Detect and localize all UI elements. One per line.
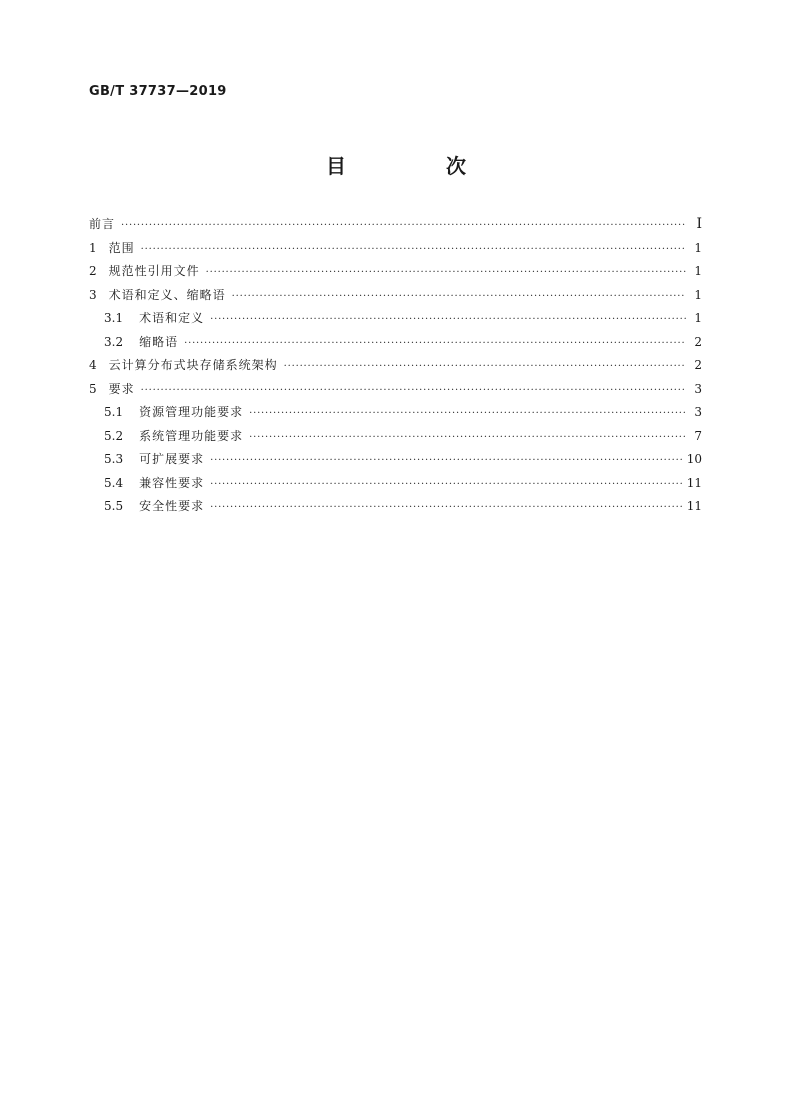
toc-entry-number: 3.1 xyxy=(104,311,124,325)
toc-leader-dots xyxy=(249,408,686,419)
toc-entry-5[interactable] xyxy=(89,380,702,404)
toc-leader-dots xyxy=(210,314,686,325)
page-title: 目 次 xyxy=(326,154,506,178)
toc-entry-number: 3 xyxy=(89,287,97,302)
toc-entry-5-5[interactable] xyxy=(89,497,702,521)
toc-entry-label: 前言 xyxy=(89,217,116,231)
toc-entry-page: 1 xyxy=(694,264,702,278)
toc-entry-page: 11 xyxy=(686,499,702,513)
toc-entry-page: 1 xyxy=(694,311,702,325)
toc-entry-number: 2 xyxy=(89,264,97,278)
toc-leader-dots xyxy=(249,432,686,443)
toc-entry-5-2[interactable] xyxy=(89,427,702,451)
toc-entry-label: 范围 xyxy=(108,240,135,255)
toc-entry-3-2[interactable] xyxy=(89,333,702,357)
toc-entry-label: 云计算分布式块存储系统架构 xyxy=(108,358,278,372)
toc-leader-dots xyxy=(284,361,686,372)
toc-entry-number: 1 xyxy=(89,240,97,255)
toc-entry-page: 2 xyxy=(694,334,702,349)
toc-leader-dots xyxy=(210,455,683,466)
toc-entry-4[interactable] xyxy=(89,356,702,380)
toc-entry-foreword[interactable] xyxy=(89,215,702,239)
toc-entry-label: 可扩展要求 xyxy=(139,452,205,466)
toc-entry-1[interactable] xyxy=(89,239,702,263)
toc-entry-2[interactable] xyxy=(89,262,702,286)
toc-entry-page: 7 xyxy=(694,428,702,443)
toc-entry-page: Ⅰ xyxy=(696,216,702,232)
toc-entry-page: 1 xyxy=(694,287,702,302)
toc-entry-number: 5.3 xyxy=(104,452,124,466)
toc-leader-dots xyxy=(210,502,683,513)
toc-entry-5-4[interactable] xyxy=(89,474,702,498)
toc-leader-dots xyxy=(141,385,686,396)
toc-entry-3-1[interactable] xyxy=(89,309,702,333)
toc-entry-label: 安全性要求 xyxy=(139,499,205,513)
toc-entry-5-1[interactable] xyxy=(89,403,702,427)
toc-entry-number: 5.5 xyxy=(104,499,124,513)
toc-leader-dots xyxy=(184,338,686,349)
toc-entry-page: 3 xyxy=(694,405,702,419)
toc-entry-page: 2 xyxy=(694,358,702,372)
toc-entry-page: 3 xyxy=(694,381,702,396)
toc-entry-number: 5 xyxy=(89,381,97,396)
toc-entry-label: 术语和定义 xyxy=(139,311,205,325)
toc-entry-label: 术语和定义、缩略语 xyxy=(108,287,226,302)
toc-leader-dots xyxy=(232,291,686,302)
toc-entry-number: 4 xyxy=(89,358,97,372)
toc-entry-5-3[interactable] xyxy=(89,450,702,474)
toc-entry-number: 5.1 xyxy=(104,405,124,419)
toc-entry-label: 系统管理功能要求 xyxy=(139,428,244,443)
toc-leader-dots xyxy=(121,220,686,231)
toc-leader-dots xyxy=(210,479,683,490)
toc-entry-label: 兼容性要求 xyxy=(139,475,205,490)
toc-leader-dots xyxy=(141,244,686,255)
toc-entry-label: 资源管理功能要求 xyxy=(139,405,244,419)
toc-entry-label: 要求 xyxy=(108,381,135,396)
toc-entry-number: 3.2 xyxy=(104,334,124,349)
toc-entry-label: 缩略语 xyxy=(139,334,179,349)
standard-code: GB/T 37737—2019 xyxy=(89,84,227,99)
toc-entry-3[interactable] xyxy=(89,286,702,310)
toc-entry-number: 5.4 xyxy=(104,475,124,490)
toc-leader-dots xyxy=(206,267,686,278)
toc-entry-page: 10 xyxy=(686,452,702,466)
toc-entry-page: 11 xyxy=(686,475,702,490)
toc-entry-page: 1 xyxy=(694,240,702,255)
toc-entry-label: 规范性引用文件 xyxy=(108,264,200,278)
table-of-contents xyxy=(89,215,702,521)
toc-entry-number: 5.2 xyxy=(104,428,124,443)
